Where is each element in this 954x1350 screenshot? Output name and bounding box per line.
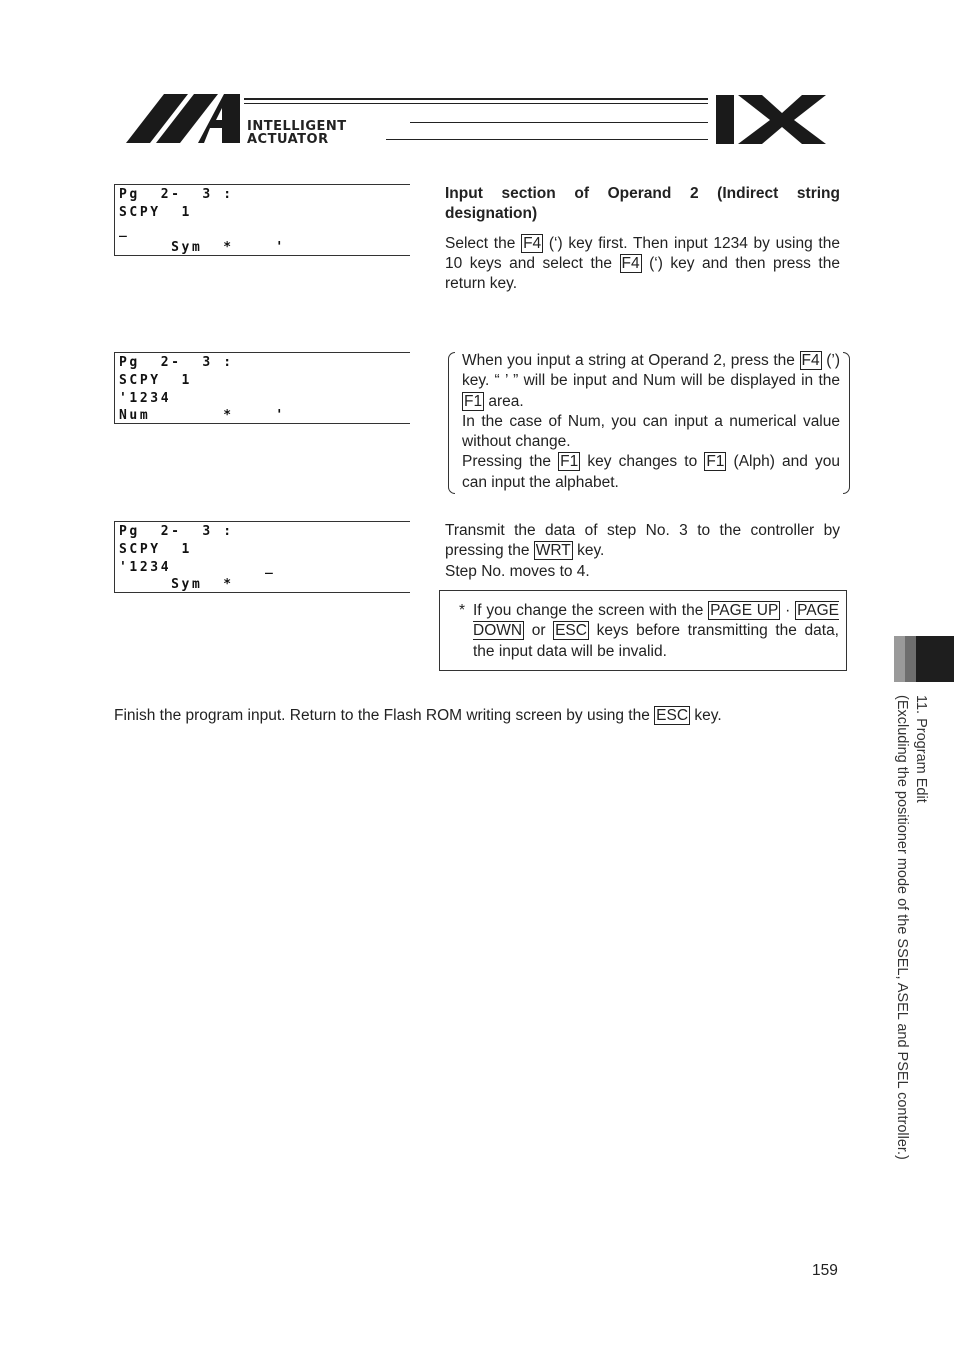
page-up-key: PAGE UP (710, 602, 779, 619)
page-down-key: PAGE DOWN (473, 602, 840, 640)
lcd-screen-3 (114, 521, 410, 593)
esc-key: ESC (555, 622, 587, 640)
section2-paragraph: In the case of Num, you can input a numerical value without change. (462, 412, 840, 451)
section1-heading: Input section of Operand 2 (Indirect string designation) (445, 185, 840, 223)
f4-key: F4 (621, 254, 640, 272)
f1-key: F1 (560, 453, 579, 471)
side-chapter-label: 11. Program Edit (Excluding the positioner mode of the SSEL, ASEL and PSEL controller.) (894, 695, 929, 1160)
lcd-line: Pg 2- 3 : (119, 524, 234, 539)
f4-key: F4 (523, 234, 542, 252)
note-text: If you change the screen with the PAGE UP · PAGE DOWN or ESC keys before transmitting the data, the input data will be invalid. (473, 602, 840, 660)
lcd-line: Pg 2- 3 : (119, 187, 234, 202)
lcd-line: '1234 (119, 391, 172, 406)
finish-text: Finish the program input. Return to the Flash ROM writing screen by using the ESC key. (114, 707, 722, 724)
section3-paragraph: Step No. moves to 4. (445, 562, 590, 580)
f4-key: F4 (801, 352, 820, 369)
wrt-key: WRT (535, 542, 571, 560)
section2-paragraph: When you input a string at Operand 2, press the F4 (’) key. “ ’ ” will be input and Num will be displayed in the F1 area. (462, 352, 840, 410)
lcd-line: SCPY 1 (119, 205, 192, 220)
note-star: * (459, 602, 466, 619)
lcd-line: SCPY 1 (119, 542, 192, 557)
section3-paragraph: Transmit the data of step No. 3 to the controller by pressing the WRT key. (445, 522, 840, 560)
lcd-line: Sym * ' (119, 240, 286, 255)
section1-paragraph: Select the F4 (‘) key first. Then input 1234 by using the 10 keys and select the F4 (‘) key and then press the return key. (445, 234, 840, 293)
f1-key: F1 (464, 392, 483, 410)
lcd-line: '1234 _ (119, 560, 276, 575)
esc-key: ESC (656, 707, 689, 724)
ix-logo-icon (716, 95, 828, 145)
page-number: 159 (812, 1262, 838, 1279)
lcd-line: Pg 2- 3 : (119, 355, 234, 370)
lcd-line: Sym * (119, 577, 234, 592)
lcd-line: _ (119, 223, 130, 238)
section1-text (445, 184, 840, 294)
lcd-line: Num * ' (119, 408, 286, 423)
f1-key: F1 (706, 453, 725, 471)
brand-line1: INTELLIGENT (247, 119, 347, 134)
brand-line2: ACTUATOR (247, 132, 329, 147)
section2-paragraph: Pressing the F1 key changes to F1 (Alph) and you can input the alphabet. (462, 453, 841, 491)
section2-text (462, 351, 840, 493)
lcd-screen-2 (114, 352, 410, 424)
lcd-screen-1 (114, 184, 410, 256)
lcd-line: SCPY 1 (119, 373, 192, 388)
ia-logo-mark-icon (126, 94, 244, 144)
section3-text (445, 521, 840, 582)
